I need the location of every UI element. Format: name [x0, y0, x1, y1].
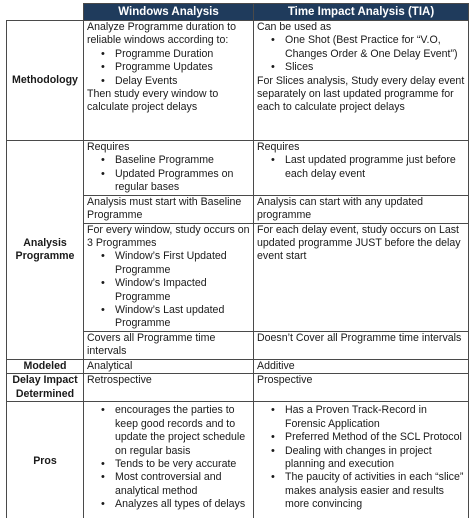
list-item: • Baseline Programme: [115, 154, 250, 167]
row-label-modeled: Modeled: [7, 359, 84, 373]
cell-methodology-windows: [84, 21, 254, 141]
comparison-table: [6, 3, 469, 518]
cell-analysis-coverage-windows: Covers all Programme time intervals: [84, 331, 254, 359]
analysis-wa-requires-list: [87, 154, 250, 194]
cell-pros-tia: [254, 402, 469, 518]
methodology-tia-list: [257, 34, 465, 74]
list-item: • Slices: [285, 61, 465, 74]
cell-analysis-start-windows: Analysis must start with Baseline Programme: [84, 195, 254, 223]
cell-analysis-start-tia: Analysis can start with any updated programme: [254, 195, 469, 223]
list-item: • Window’s Last updated Programme: [115, 304, 250, 331]
list-item: • Programme Duration: [115, 48, 250, 61]
cell-delay-impact-windows: Retrospective: [84, 374, 254, 402]
list-item: • Preferred Method of the SCL Protocol: [285, 431, 465, 444]
row-label-pros: Pros: [7, 402, 84, 518]
cell-pros-windows: [84, 402, 254, 518]
methodology-wa-intro: Analyze Programme duration to reliable windows according to:: [87, 21, 236, 47]
analysis-wa-requires: Requires: [87, 141, 130, 153]
list-item: • Window’s Impacted Programme: [115, 277, 250, 304]
row-modeled: [7, 359, 469, 373]
methodology-tia-intro: Can be used as: [257, 21, 332, 33]
methodology-wa-outro: Then study every window to calculate project delays: [87, 88, 219, 114]
analysis-wa-study-intro: For every window, study occurs on 3 Programmes: [87, 223, 250, 250]
list-item: • Tends to be very accurate: [115, 458, 250, 471]
row-delay-impact: [7, 374, 469, 402]
analysis-tia-requires: Requires: [257, 141, 300, 153]
list-item: • Delay Events: [115, 75, 250, 88]
row-methodology: [7, 21, 469, 141]
header-time-impact-analysis: Time Impact Analysis (TIA): [254, 4, 469, 21]
row-pros: [7, 402, 469, 518]
list-item: • Programme Updates: [115, 61, 250, 74]
cell-analysis-requires-windows: [84, 141, 254, 196]
cell-analysis-requires-tia: [254, 141, 469, 196]
cell-modeled-tia: Additive: [254, 359, 469, 373]
cell-analysis-study-windows: [84, 223, 254, 331]
list-item: • Dealing with changes in project planning and execution: [285, 445, 465, 472]
row-analysis-requires: [7, 141, 469, 196]
methodology-wa-list: [87, 48, 250, 88]
list-item: • One Shot (Best Practice for “V.O, Changes Order & One Delay Event”): [285, 34, 465, 61]
row-label-delay-impact: Delay Impact Determined: [7, 374, 84, 402]
header-row: [7, 4, 469, 21]
list-item: • Most controversial and analytical method: [115, 471, 250, 498]
analysis-tia-requires-list: [257, 154, 465, 181]
list-item: • The paucity of activities in each “slice” makes analysis easier and results more convincing: [285, 471, 465, 511]
header-blank-cell: [7, 4, 84, 21]
row-label-analysis-programme: Analysis Programme: [7, 141, 84, 360]
pros-wa-list: [87, 404, 250, 511]
methodology-tia-outro: For Slices analysis, Study every delay event separately on last updated programme for each to calculate project delays: [257, 74, 465, 114]
list-item: • Window’s First Updated Programme: [115, 250, 250, 277]
list-item: • Last updated programme just before each delay event: [285, 154, 465, 181]
cell-modeled-windows: Analytical: [84, 359, 254, 373]
list-item: • Has a Proven Track-Record in Forensic Application: [285, 404, 465, 431]
list-item: • encourages the parties to keep good records and to update the project schedule on regular basis: [115, 404, 250, 458]
cell-delay-impact-tia: Prospective: [254, 374, 469, 402]
cell-analysis-study-tia: For each delay event, study occurs on Last updated programme JUST before the delay event start: [254, 223, 469, 331]
cell-analysis-coverage-tia: Doesn’t Cover all Programme time intervals: [254, 331, 469, 359]
header-windows-analysis: Windows Analysis: [84, 4, 254, 21]
cell-methodology-tia: [254, 21, 469, 141]
list-item: • Analyzes all types of delays: [115, 498, 250, 511]
list-item: • Updated Programmes on regular bases: [115, 168, 250, 195]
row-label-methodology: Methodology: [7, 21, 84, 141]
pros-tia-list: [257, 404, 465, 511]
analysis-wa-study-list: [87, 250, 250, 330]
